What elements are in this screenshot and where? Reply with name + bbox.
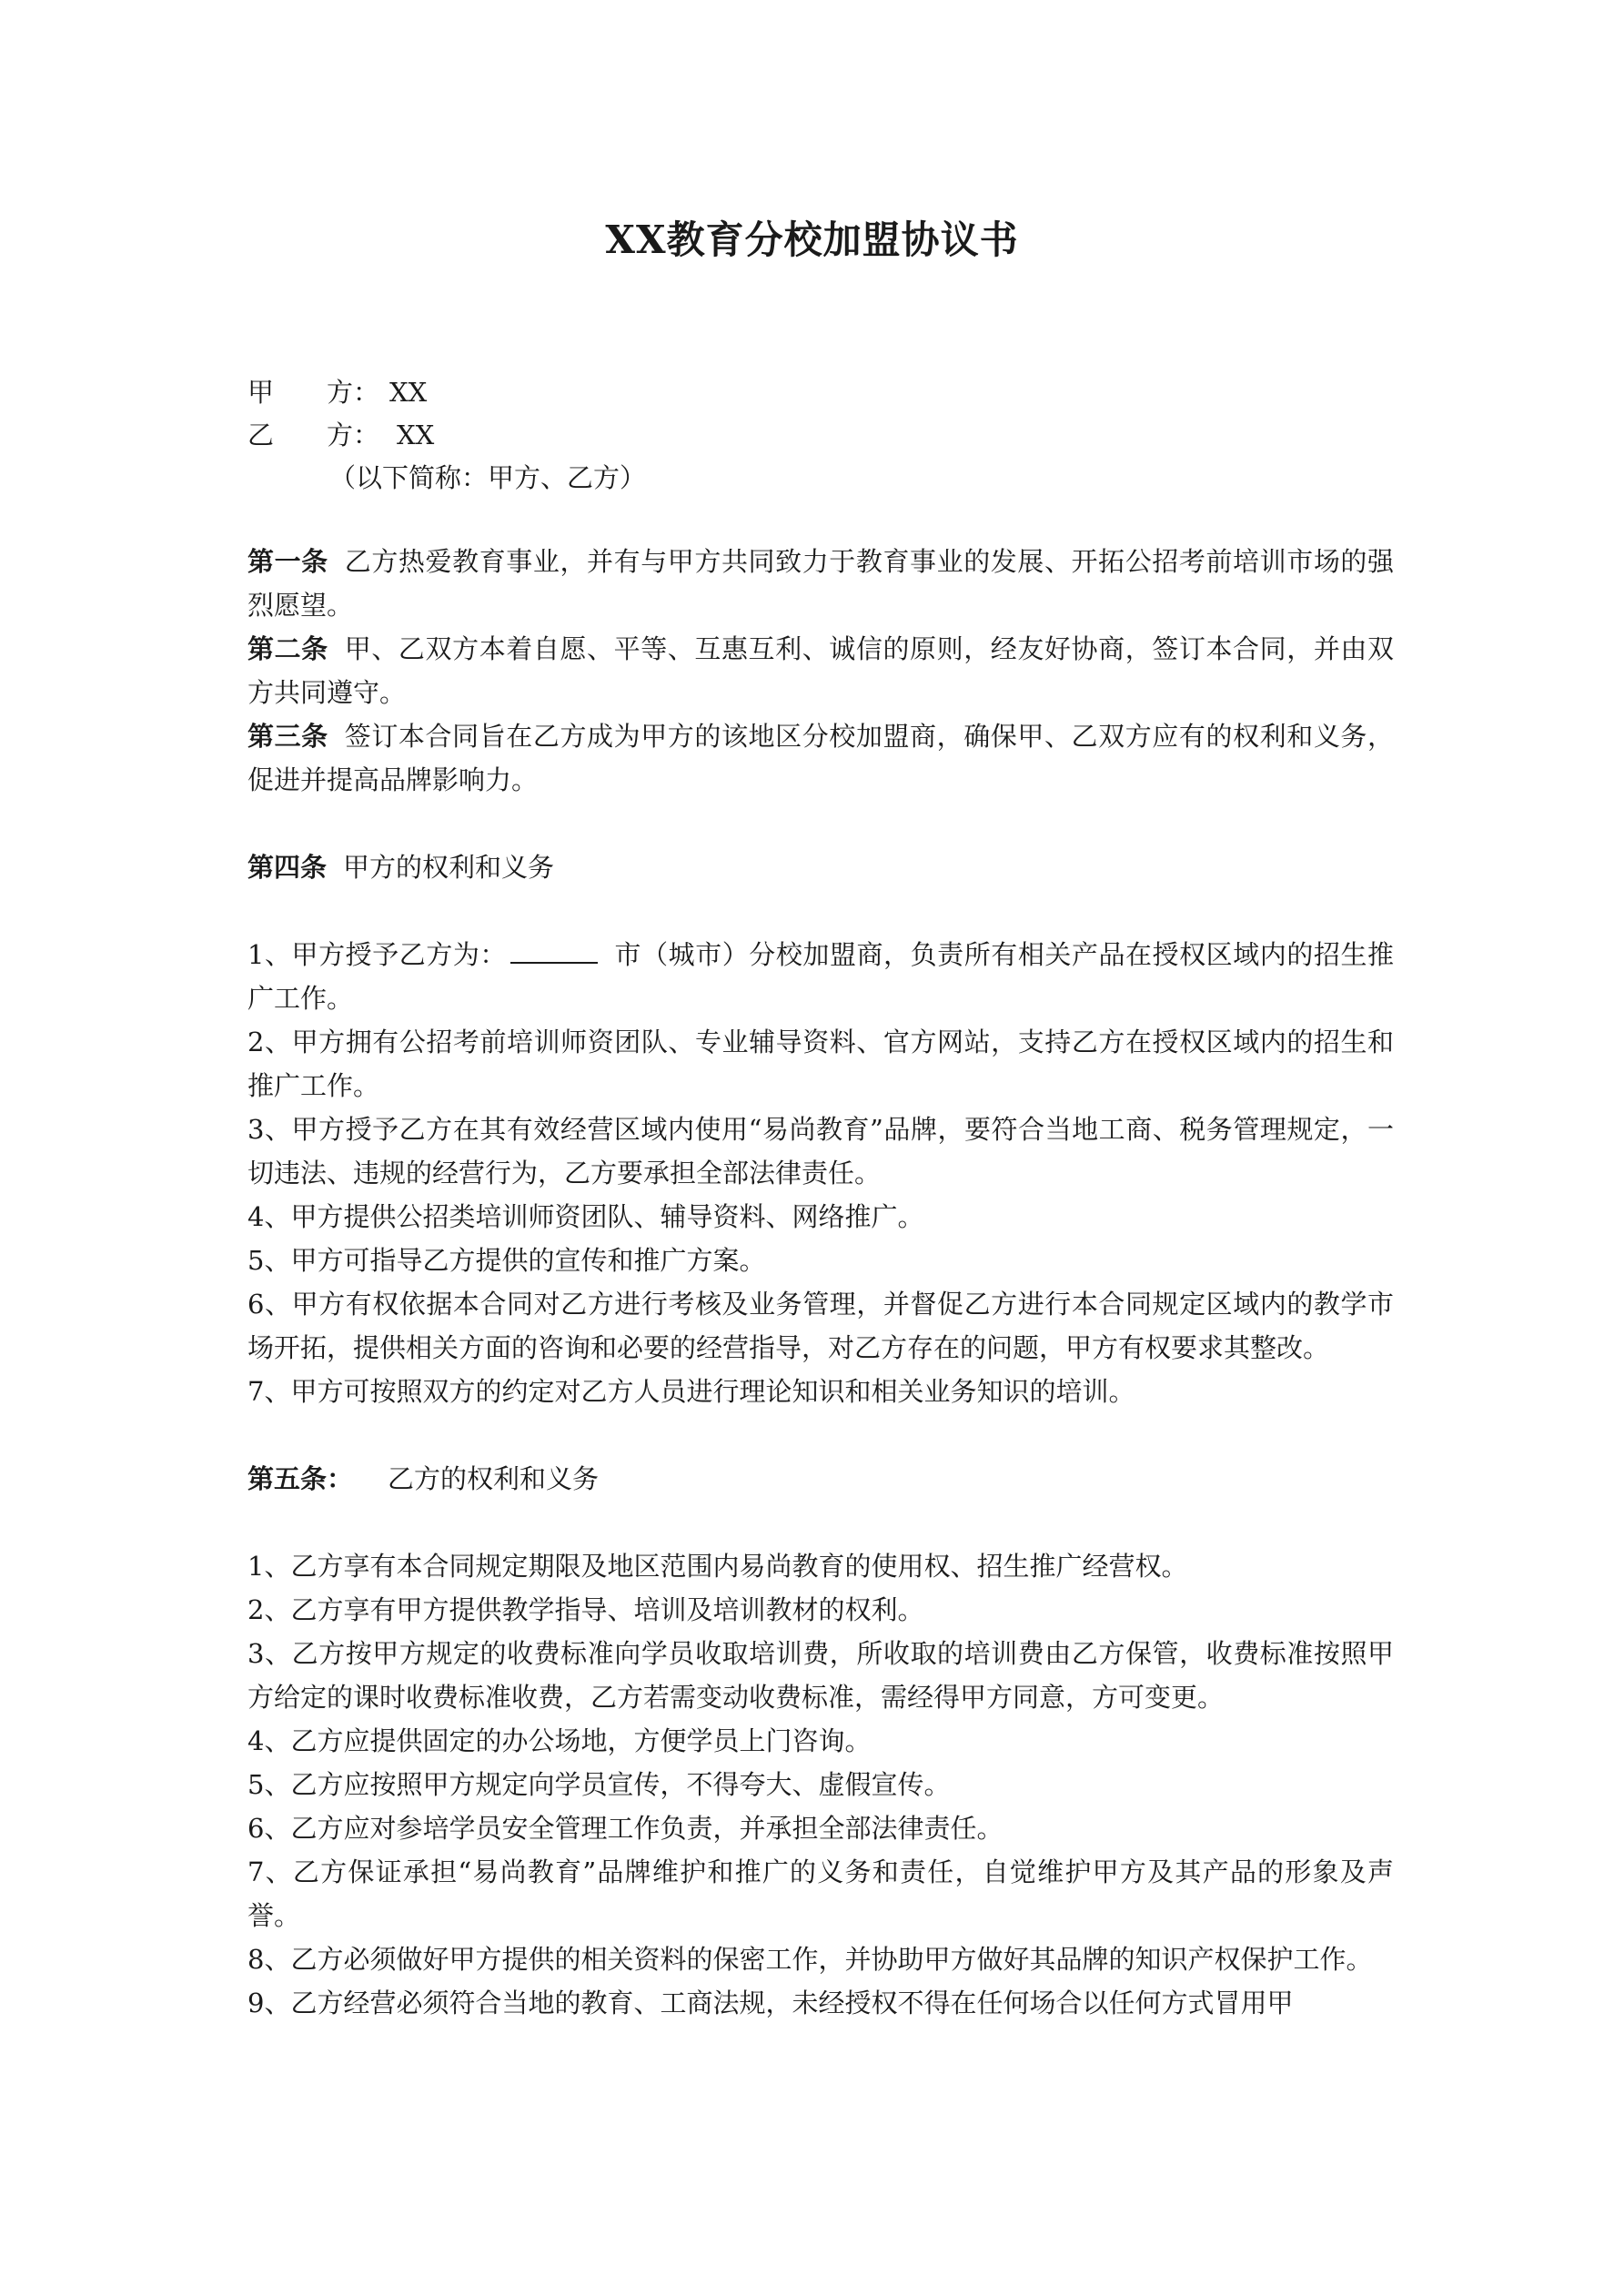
agreement-body: [247, 540, 1394, 2025]
section-4-item-1-suffix: 市（城市）分校加盟商，负责所有相关产品在授权区域内的招生推广工作。: [247, 939, 1394, 1014]
list-item: 6、甲方有权依据本合同对乙方进行考核及业务管理，并督促乙方进行本合同规定区域内的教学市场开拓，提供相关方面的咨询和必要的经营指导，对乙方存在的问题，甲方有权要求其整改。: [247, 1289, 1394, 1363]
list-item: 3、甲方授予乙方在其有效经营区域内使用“易尚教育”品牌，要符合当地工商、税务管理规定，一切违法、违规的经营行为，乙方要承担全部法律责任。: [247, 1114, 1394, 1188]
section-4-label: 第四条: [247, 852, 328, 883]
list-item: 7、甲方可按照双方的约定对乙方人员进行理论知识和相关业务知识的培训。: [247, 1376, 1135, 1407]
spacer: [247, 889, 1394, 933]
section-4-item-1-prefix: 1、甲方授予乙方为：: [247, 939, 507, 970]
article-3-label: 第三条: [247, 721, 328, 752]
spacer: [247, 1413, 1394, 1457]
list-item: 4、乙方应提供固定的办公场地，方便学员上门咨询。: [247, 1725, 872, 1756]
list-item: 2、甲方拥有公招考前培训师资团队、专业辅导资料、官方网站，支持乙方在授权区域内的招生和推广工作。: [247, 1027, 1394, 1101]
article-2-label: 第二条: [247, 633, 328, 664]
abbreviation-note: （以下简称：甲方、乙方）: [329, 462, 647, 493]
article-1-text: 乙方热爱教育事业，并有与甲方共同致力于教育事业的发展、开拓公招考前培训市场的强烈愿望。: [247, 546, 1394, 621]
city-blank-field: [510, 935, 598, 964]
list-item: 2、乙方享有甲方提供教学指导、培训及培训教材的权利。: [247, 1594, 924, 1625]
article-2: [247, 627, 1394, 714]
article-1-label: 第一条: [247, 546, 328, 577]
section-4-item-1: [247, 933, 1394, 1020]
list-item: 3、乙方按甲方规定的收费标准向学员收取培训费，所收取的培训费由乙方保管，收费标准按照甲方给定的课时收费标准收费，乙方若需变动收费标准，需经得甲方同意，方可变更。: [247, 1638, 1394, 1713]
section-5-title: 乙方的权利和义务: [388, 1463, 600, 1494]
document-title: XX教育分校加盟协议书: [605, 217, 1019, 262]
list-item: 5、甲方可指导乙方提供的宣传和推广方案。: [247, 1245, 766, 1276]
article-3-text: 签订本合同旨在乙方成为甲方的该地区分校加盟商，确保甲、乙双方应有的权利和义务，促进并提高品牌影响力。: [247, 721, 1394, 795]
list-item: 4、甲方提供公招类培训师资团队、辅导资料、网络推广。: [247, 1201, 924, 1232]
party-a-value: XX: [389, 377, 428, 408]
section-4-title: 甲方的权利和义务: [343, 852, 555, 883]
spacer: [247, 1501, 1394, 1544]
list-item: 1、乙方享有本合同规定期限及地区范围内易尚教育的使用权、招生推广经营权。: [247, 1551, 1188, 1582]
article-1: [247, 540, 1394, 627]
section-4-heading: [247, 845, 1394, 889]
party-b-label: 乙 方：: [247, 420, 380, 450]
list-item: 5、乙方应按照甲方规定向学员宣传，不得夸大、虚假宣传。: [247, 1769, 951, 1800]
list-item: 7、乙方保证承担“易尚教育”品牌维护和推广的义务和责任，自觉维护甲方及其产品的形象及声誉。: [247, 1856, 1394, 1931]
section-5-heading: [247, 1457, 1394, 1501]
party-a-line: [247, 372, 427, 412]
party-b-line: [247, 415, 434, 455]
article-3: [247, 714, 1394, 802]
spacer: [247, 802, 1394, 845]
section-5-label: 第五条：: [247, 1463, 354, 1494]
party-b-value: XX: [397, 420, 435, 450]
article-2-text: 甲、乙双方本着自愿、平等、互惠互利、诚信的原则，经友好协商，签订本合同，并由双方共同遵守。: [247, 633, 1394, 708]
list-item: 8、乙方必须做好甲方提供的相关资料的保密工作，并协助甲方做好其品牌的知识产权保护工作。: [247, 1944, 1373, 1975]
list-item: 6、乙方应对参培学员安全管理工作负责，并承担全部法律责任。: [247, 1813, 1004, 1844]
party-a-label: 甲 方：: [247, 377, 380, 408]
list-item: 9、乙方经营必须符合当地的教育、工商法规，未经授权不得在任何场合以任何方式冒用甲: [247, 1988, 1294, 2018]
